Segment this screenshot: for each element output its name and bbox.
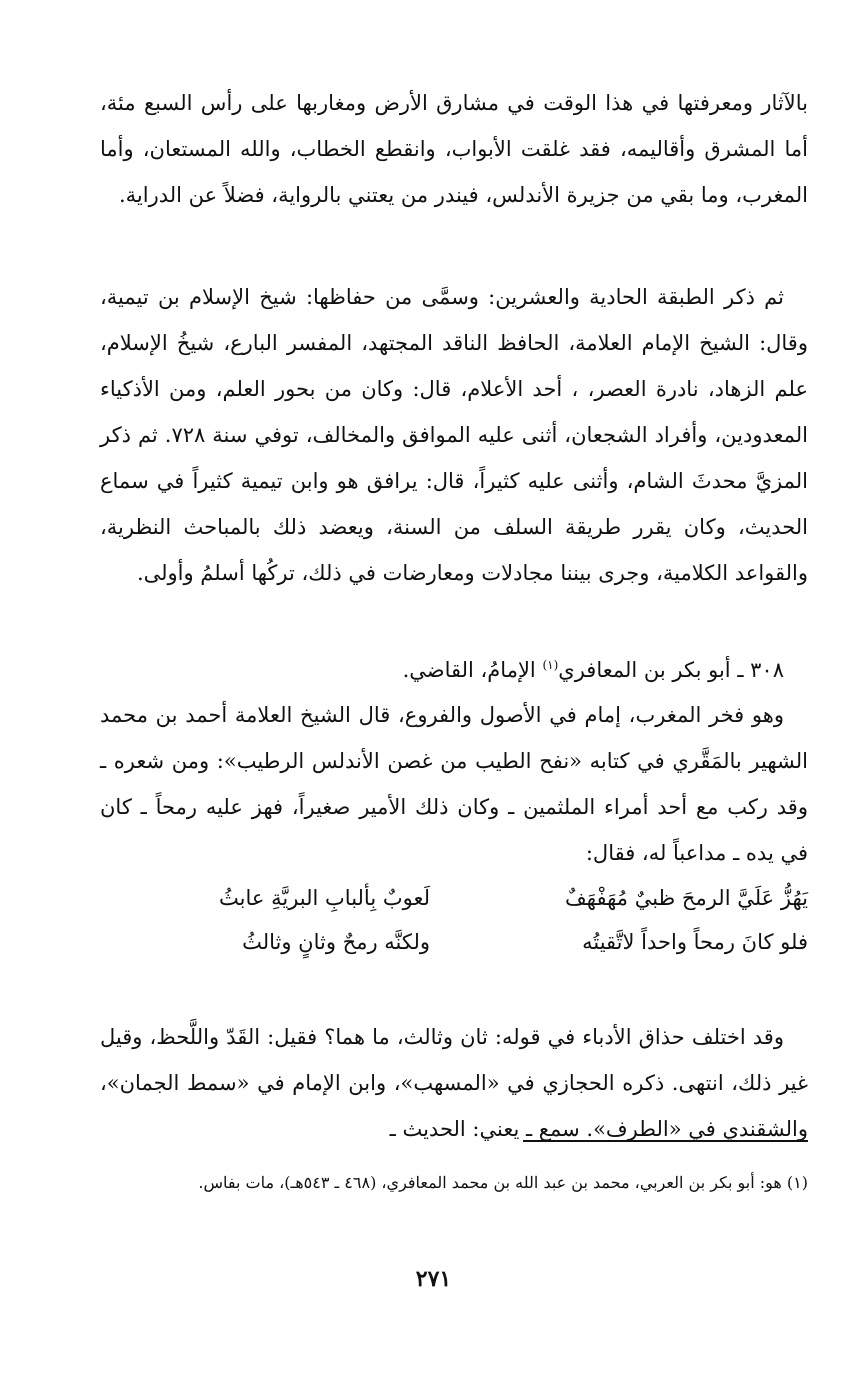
entry-heading	[100, 642, 808, 693]
entry-title: ٣٠٨ ـ أبو بكر بن المعافري	[558, 658, 784, 682]
page-number: ٢٧١	[415, 1266, 452, 1292]
paragraph-5: وقد اختلف حذاق الأدباء في قوله: ثان وثالث، ما هما؟ فقيل: القَدّ واللَّحظ، وقيل غير ذلك، انتهى. ذكره الحجازي في «المسهب»، وابن الإمام في «سمط الجمان»، والشقندي في «الطرف». سمع ـ يعني: الحديث ـ	[100, 1025, 808, 1141]
verse-1-first-hemistich: يَهُزُّ عَلَيَّ الرمحَ ظبيٌ مُهَفْهَفٌ	[565, 886, 808, 910]
paragraph-2: ثم ذكر الطبقة الحادية والعشرين: وسمَّى من حفاظها: شيخ الإسلام بن تيمية، وقال: الشيخ الإمام العلامة، الحافظ الناقد المجتهد، المفسر البارع، شيخُ الإسلام، علم الزهاد، نادرة العصر، ، أحد الأعلام، قال: وكان من بحور العلم، ومن الأذكياء المعدودين، وأفراد الشجعان، أثنى عليه الموافق والمخالف، توفي سنة ٧٢٨. ثم ذكر المزيَّ محدثَ الشام، وأثنى عليه كثيراً، قال: يرافق هو وابن تيمية كثيراً في سماع الحديث، وكان يقرر طريقة السلف من السنة، ويعضد ذلك بالمباحث النظرية، والقواعد الكلامية، وجرى بيننا مجادلات ومعارضات في ذلك، تركُها أسلمُ وأولى.	[100, 285, 808, 585]
verse-2-second-hemistich: ولكنَّه رمحٌ وثانٍ وثالثُ	[242, 930, 430, 954]
paragraph-1: بالآثار ومعرفتها في هذا الوقت في مشارق الأرض ومغاربها على رأس السبع مئة، أما المشرق وأقاليمه، فقد غلقت الأبواب، وانقطع الخطاب، والله المستعان، وأما المغرب، وما بقي من جزيرة الأندلس، فيندر من يعتني بالرواية، فضلاً عن الدراية.	[100, 91, 808, 207]
footnote-marker: (١)	[542, 658, 559, 672]
verse-2-first-hemistich: فلو كانَ رمحاً واحداً لاتَّقيتُه	[582, 930, 808, 954]
paragraph-4: وهو فخر المغرب، إمام في الأصول والفروع، قال الشيخ العلامة أحمد بن محمد الشهير بالمَقَّري في كتابه «نفح الطيب من غصن الأندلس الرطيب»: ومن شعره ـ وقد ركب مع أحد أمراء الملثمين ـ وكان ذلك الأمير صغيراً، فهز عليه رمحاً ـ كان في يده ـ مداعباً له، فقال:	[100, 703, 808, 865]
footnote-divider	[523, 1140, 808, 1142]
footnote: (١) هو: أبو بكر بن العربي، محمد بن عبد الله بن محمد المعافري، (٤٦٨ ـ ٥٤٣هـ)، مات بفاس.	[198, 1173, 808, 1192]
entry-title-rest: الإمامُ، القاضي.	[402, 658, 543, 682]
verse-1-second-hemistich: لَعوبٌ بِألبابِ البريَّةِ عابثُ	[219, 886, 430, 910]
